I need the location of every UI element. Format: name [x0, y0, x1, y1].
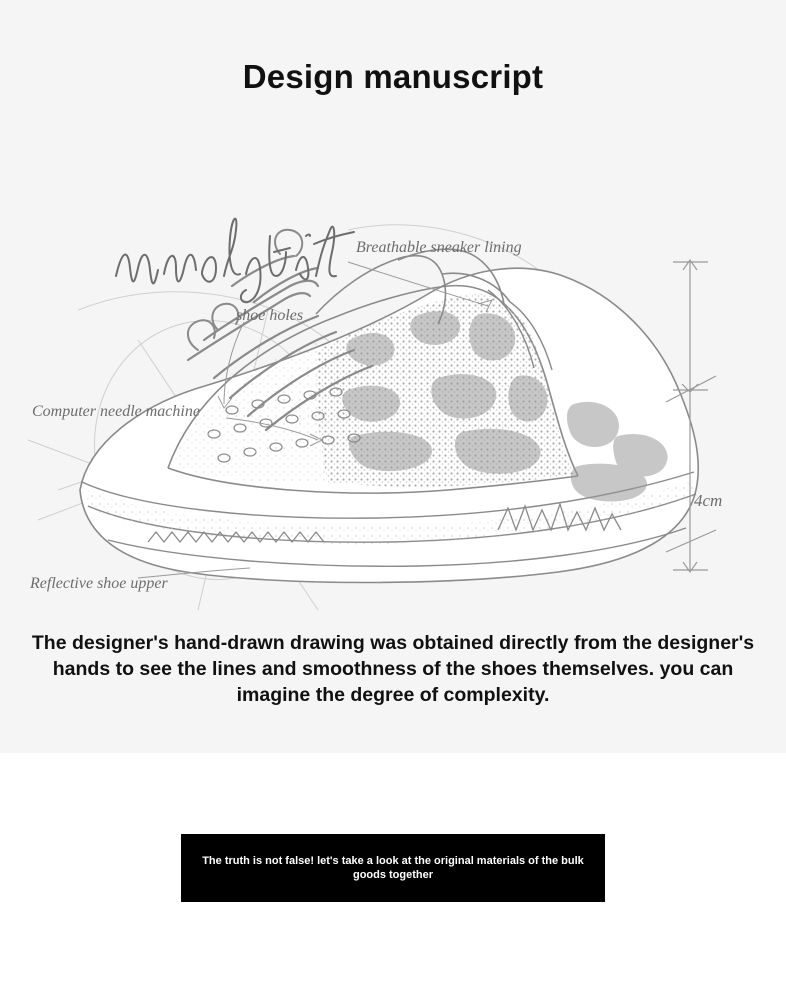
annotation-reflective-upper: Reflective shoe upper	[30, 575, 168, 592]
design-caption: The designer's hand-drawn drawing was obtained directly from the designer's hands to see the lines and smoothness of the shoes themselves. you can imagine the degree of complexity.	[31, 632, 755, 706]
annotation-needle-machine: Computer needle machine	[32, 403, 200, 420]
page-title: Design manuscript	[242, 58, 544, 95]
dimension-label-4cm: 4cm	[694, 491, 723, 510]
promo-banner	[181, 834, 605, 902]
sneaker-sketch-illustration	[18, 190, 768, 620]
promo-banner-text: The truth is not false! let's take a look at the original materials of the bulk goods together	[202, 855, 584, 881]
annotation-shoe-holes: shoe holes	[236, 307, 304, 324]
sketch-signature	[116, 219, 354, 303]
annotation-lining: Breathable sneaker lining	[356, 239, 522, 256]
